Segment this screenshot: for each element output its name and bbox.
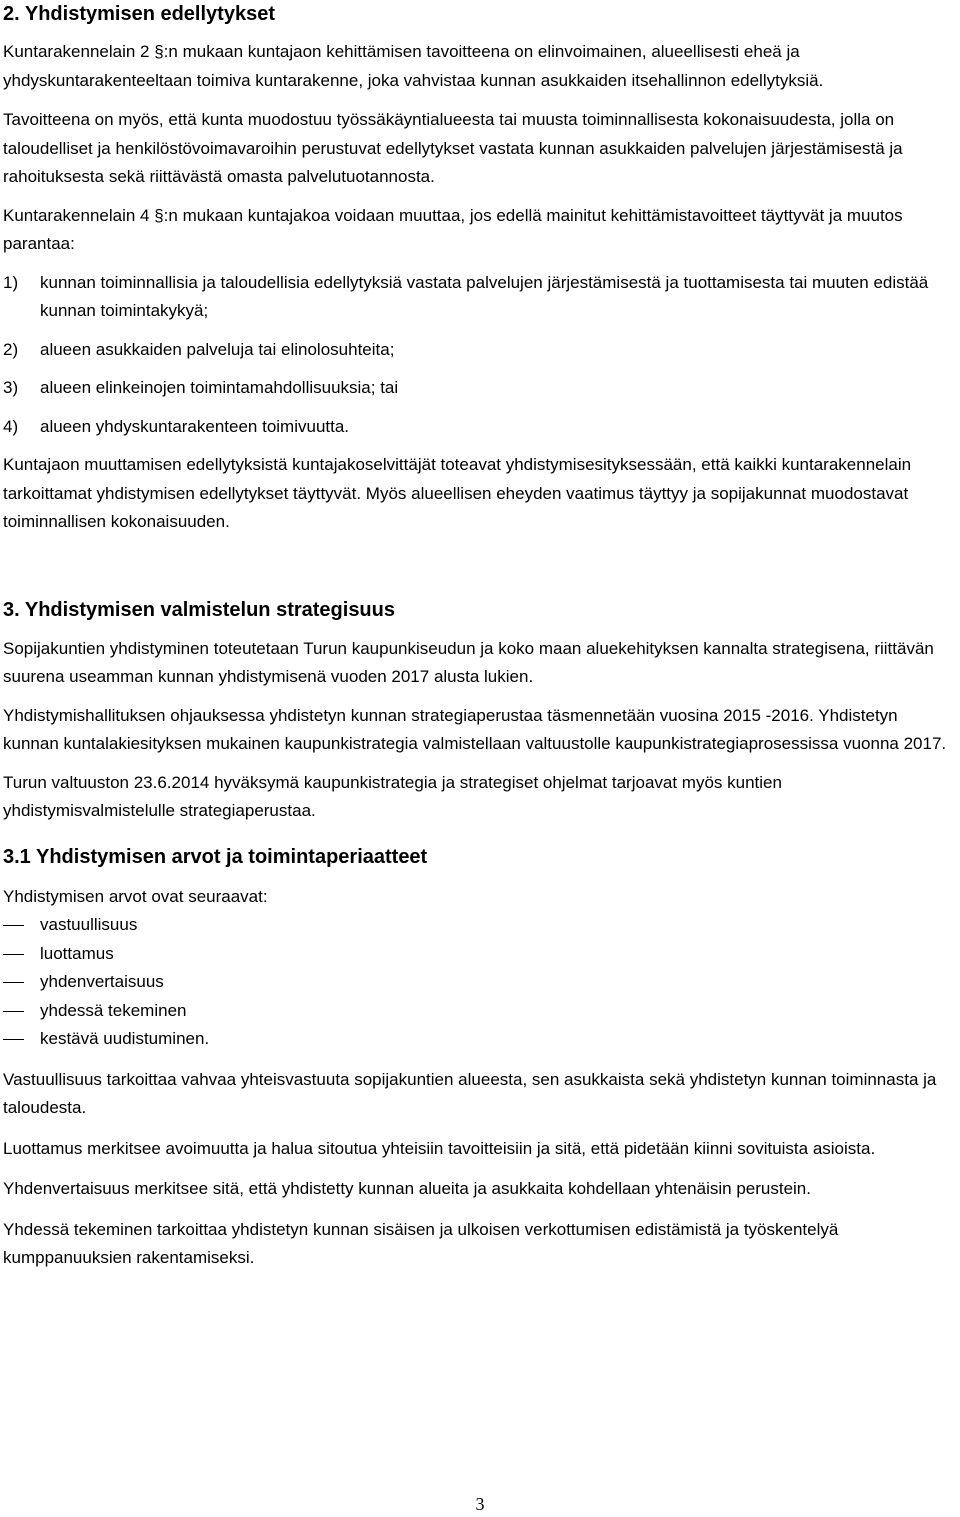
section-2-paragraph-3: Kuntarakennelain 4 §:n mukaan kuntajakoa voidaan muuttaa, jos edellä mainitut kehittämistavoitteet täyttyvät ja muutos parantaa:: [3, 205, 903, 253]
list-item-text: alueen yhdyskuntarakenteen toimivuutta.: [40, 416, 350, 436]
value-text: luottamus: [40, 943, 114, 963]
list-item: [3, 911, 955, 940]
value-text: yhdenvertaisuus: [40, 972, 164, 991]
list-item-text: alueen asukkaiden palveluja tai elinolosuhteita;: [40, 339, 395, 359]
list-item: [3, 1025, 955, 1054]
list-item-number: 3): [3, 378, 19, 397]
dash-bullet-icon: [3, 1039, 24, 1040]
list-item-number: 4): [3, 416, 19, 436]
section-3-heading: 3. Yhdistymisen valmistelun strategisuus: [3, 598, 395, 621]
section-3-paragraph-1: Sopijakuntien yhdistyminen toteutetaan Turun kaupunkiseudun ja koko maan aluekehityksen kannalta strategisena, riittävän suurena useamman kunnan yhdistymisenä vuoden 2017 alusta lukien.: [3, 638, 934, 686]
value-text: yhdessä tekeminen: [40, 1000, 187, 1020]
section-3-1-heading: 3.1 Yhdistymisen arvot ja toimintaperiaatteet: [3, 845, 428, 868]
list-item: [3, 374, 955, 403]
section-3-1-paragraph-2: Luottamus merkitsee avoimuutta ja halua sitoutua yhteisiin tavoitteisiin ja sitä, että pidetään kiinni sovituista asioista.: [3, 1138, 876, 1158]
list-item: [3, 413, 955, 442]
list-item-number: 2): [3, 339, 19, 359]
section-2-closing: Kuntajaon muuttamisen edellytyksistä kuntajakoselvittäjät toteavat yhdistymisesityksessään, että kaikki kuntarakennelain tarkoittamat yhdistymisen edellytykset täyttyvät. Myös alueellisen eheyden vaatimus täyttyy ja sopijakunnat muodostavat toiminnallisen kokonaisuuden.: [3, 455, 912, 531]
dash-bullet-icon: [3, 925, 24, 926]
section-3-paragraph-2: Yhdistymishallituksen ohjauksessa yhdistetyn kunnan strategiaperustaa täsmennetään vuosina 2015 -2016. Yhdistetyn kunnan kuntalakiesityksen mukainen kaupunkistrategia valmistellaan valtuustolle kaupunkistrategiaprosessissa vuonna 2017.: [3, 705, 947, 753]
list-item: [3, 269, 955, 326]
section-3-1-paragraph-1: Vastuullisuus tarkoittaa vahvaa yhteisvastuuta sopijakuntien alueesta, sen asukkaista sekä yhdistetyn kunnan toiminnasta ja taloudesta.: [3, 1069, 937, 1117]
list-item: [3, 997, 955, 1026]
dash-bullet-icon: [3, 982, 24, 983]
dash-bullet-icon: [3, 954, 24, 955]
section-2-paragraph-1: Kuntarakennelain 2 §:n mukaan kuntajaon kehittämisen tavoitteena on elinvoimainen, alueellisesti eheä ja yhdyskuntarakenteeltaan toimiva kuntarakenne, joka vahvistaa kunnan asukkaiden itsehallinnon edellytyksiä.: [3, 42, 824, 90]
list-item-text: alueen elinkeinojen toimintamahdollisuuksia; tai: [40, 378, 399, 397]
document-page: [3, 0, 955, 1273]
list-item: [3, 336, 955, 365]
value-text: kestävä uudistuminen.: [40, 1029, 210, 1048]
values-list: [3, 911, 955, 1054]
list-item-number: 1): [3, 272, 19, 292]
criteria-list: [3, 269, 955, 442]
list-item-text: kunnan toiminnallisia ja taloudellisia edellytyksiä vastata palvelujen järjestämisestä ja tuottamisesta tai muuten edistää kunnan toimintakykyä;: [40, 272, 929, 320]
section-3-1-paragraph-3: Yhdenvertaisuus merkitsee sitä, että yhdistetty kunnan alueita ja asukkaita kohdellaan yhtenäisin perustein.: [3, 1179, 811, 1198]
section-3-1-paragraph-4: Yhdessä tekeminen tarkoittaa yhdistetyn kunnan sisäisen ja ulkoisen verkottumisen edistämistä ja työskentelyä kumppanuuksien rakentamiseksi.: [3, 1219, 839, 1267]
list-item: [3, 940, 955, 969]
values-intro: Yhdistymisen arvot ovat seuraavat:: [3, 886, 268, 906]
section-2-paragraph-2: Tavoitteena on myös, että kunta muodostuu työssäkäyntialueesta tai muusta toiminnallisesta kokonaisuudesta, jolla on taloudelliset ja henkilöstövoimavaroihin perustuvat edellytykset vastata kunnan asukkaiden palvelujen järjestämisestä ja rahoituksesta sekä riittävästä omasta palvelutuotannosta.: [3, 110, 903, 186]
value-text: vastuullisuus: [40, 915, 138, 934]
section-2-heading: 2. Yhdistymisen edellytykset: [3, 3, 275, 25]
page-number: 3: [475, 1494, 485, 1514]
dash-bullet-icon: [3, 1011, 24, 1012]
section-3-paragraph-3: Turun valtuuston 23.6.2014 hyväksymä kaupunkistrategia ja strategiset ohjelmat tarjoavat myös kuntien yhdistymisvalmistelulle strategiaperustaa.: [3, 772, 782, 820]
list-item: [3, 968, 955, 997]
